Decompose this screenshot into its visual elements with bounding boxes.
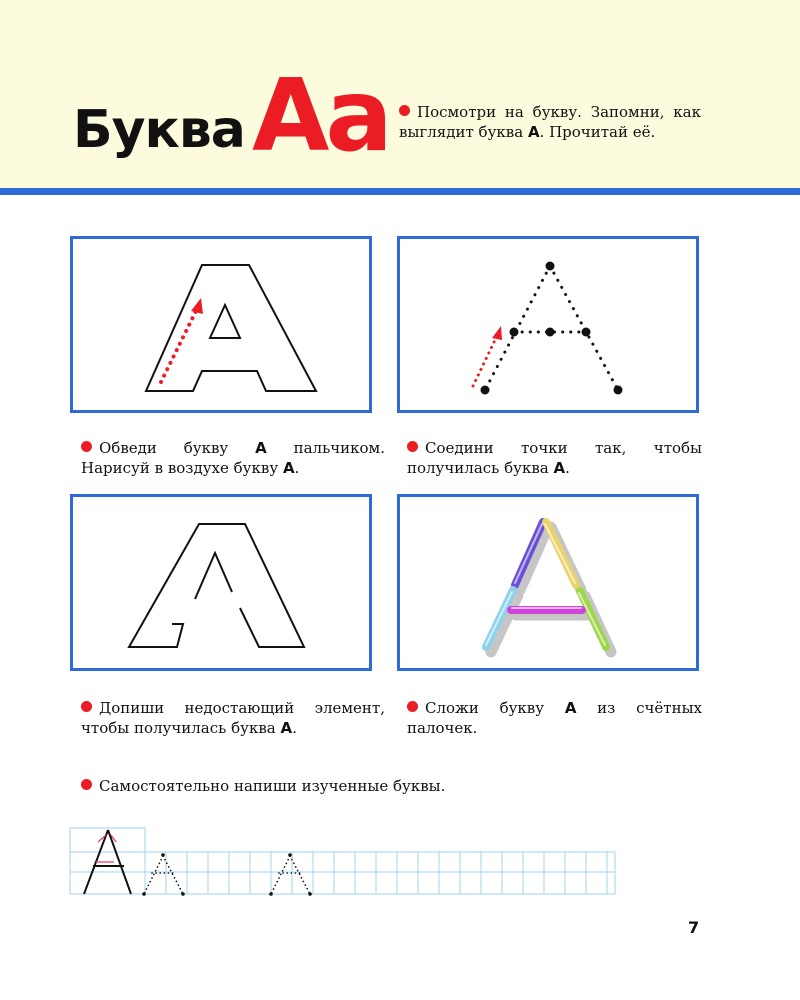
bullet-icon (81, 441, 92, 452)
arrow-head-icon (492, 326, 502, 340)
task-caption-3: Допиши недостающий элемент, чтобы получилась буква А. (81, 699, 385, 737)
bullet-icon (407, 441, 418, 452)
intro-text: Посмотри на букву. Запомни, как выглядит буква А. Прочитай её. (399, 103, 701, 141)
outline-letter-a (73, 239, 369, 410)
writing-instruction: Самостоятельно напиши изученные буквы. (81, 776, 581, 796)
header-rule (0, 188, 800, 195)
bullet-icon (407, 701, 418, 712)
sticks-letter-box (397, 494, 699, 671)
title-letter: Аа (252, 57, 389, 174)
incomplete-letter-a (73, 497, 369, 668)
dot-letter-box (397, 236, 699, 413)
stroke-order-arrows (96, 835, 116, 862)
arrow-head-icon (191, 298, 203, 314)
model-letter-a (84, 830, 131, 894)
task-caption-4: Сложи букву А из счётных палочек. (407, 699, 702, 737)
task-caption-1: Обведи букву А пальчиком. Нарисуй в воздухе букву А. (81, 439, 385, 477)
bullet-icon (81, 779, 92, 790)
dotted-practice-letter-2 (271, 856, 310, 894)
bullet-icon (81, 701, 92, 712)
dotted-letter-a (400, 239, 696, 410)
sticks-letter-a (400, 497, 696, 668)
trace-letter-box (70, 236, 372, 413)
task-caption-2: Соедини точки так, чтобы получилась буква А. (407, 439, 702, 477)
dotted-practice-letter-1 (144, 856, 183, 894)
page-title: Буква (73, 100, 245, 160)
bullet-icon (399, 105, 410, 116)
complete-letter-box (70, 494, 372, 671)
direction-arrow (473, 338, 496, 386)
page-number: 7 (688, 918, 700, 937)
